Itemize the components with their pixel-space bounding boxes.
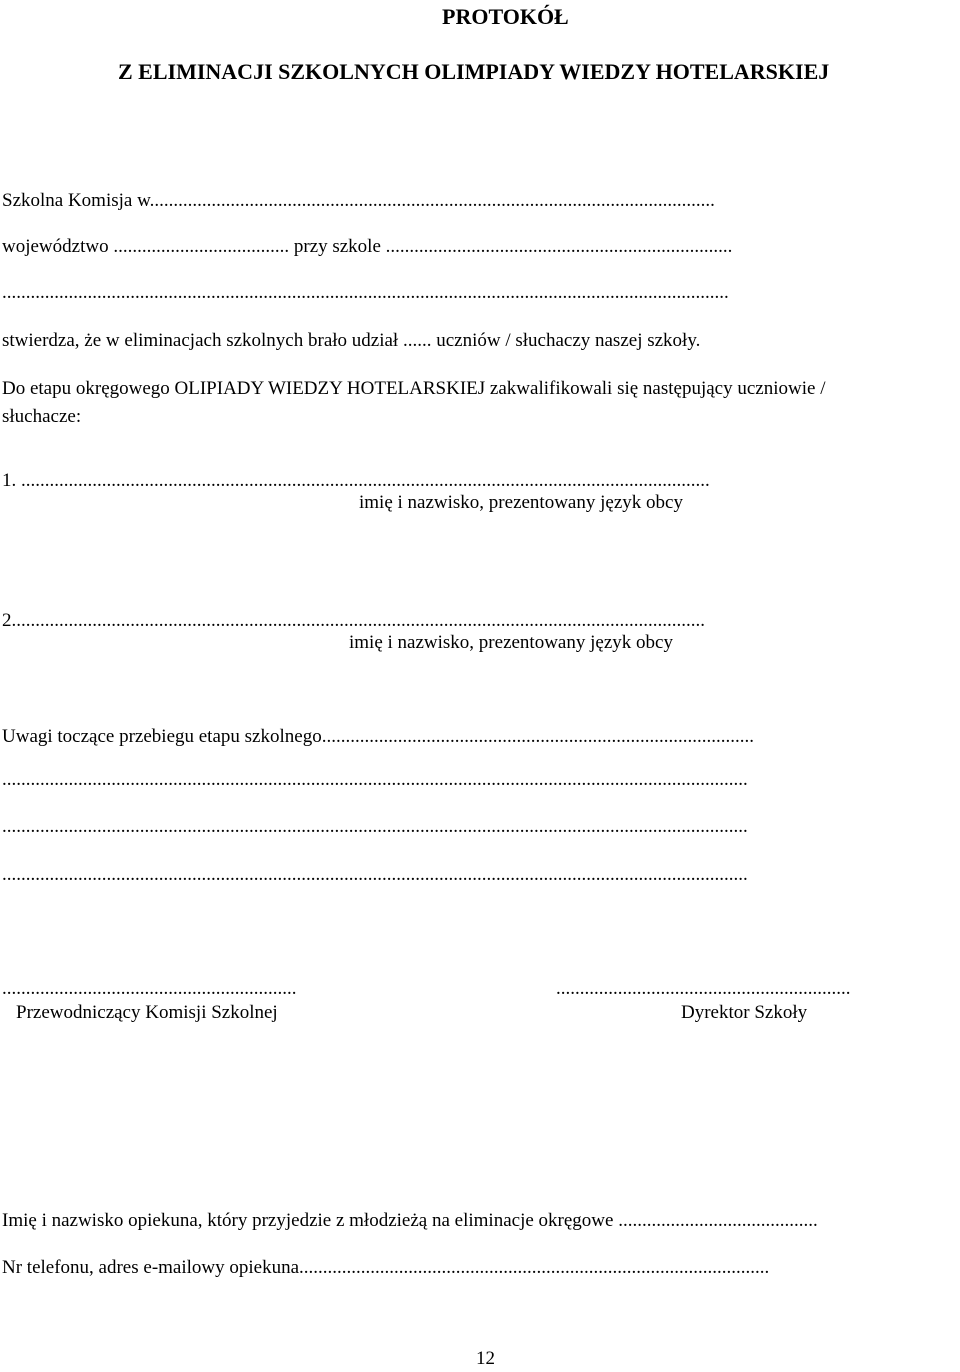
page-number: 12	[476, 1348, 495, 1369]
remarks-blank-line: .............................................................................................................................................................	[2, 816, 748, 837]
signature-left-label: Przewodniczący Komisji Szkolnej	[16, 1002, 278, 1023]
remarks-line: Uwagi toczące przebiegu etapu szkolnego...........................................................................................	[2, 726, 754, 747]
entry-2-line: 2..................................................................................................................................................	[2, 610, 705, 631]
entry-2-caption: imię i nazwisko, prezentowany język obcy	[349, 632, 673, 653]
guardian-name-line: Imię i nazwisko opiekuna, który przyjedzie z młodzieżą na eliminacje okręgowe ..........................................	[2, 1210, 818, 1231]
commission-line: Szkolna Komisja w.......................................................................................................................	[2, 190, 715, 211]
entry-1-line: 1. .................................................................................................................................................	[2, 470, 710, 491]
participants-line: stwierdza, że w eliminacjach szkolnych brało udział ...... uczniów / słuchaczy naszej szkoły.	[2, 330, 701, 351]
voivodeship-line: województwo ..................................... przy szkole .........................................................................	[2, 236, 733, 257]
document-title: PROTOKÓŁ	[442, 4, 569, 29]
blank-line: .........................................................................................................................................................	[2, 282, 729, 303]
remarks-blank-line: .............................................................................................................................................................	[2, 864, 748, 885]
remarks-blank-line: .............................................................................................................................................................	[2, 769, 748, 790]
signature-right-dots: ..............................................................	[556, 978, 851, 999]
signature-left-dots: ..............................................................	[2, 978, 297, 999]
document-subtitle: Z ELIMINACJI SZKOLNYCH OLIMPIADY WIEDZY HOTELARSKIEJ	[118, 59, 830, 84]
signature-right-label: Dyrektor Szkoły	[681, 1002, 808, 1023]
guardian-contact-line: Nr telefonu, adres e-mailowy opiekuna...................................................................................................	[2, 1257, 770, 1278]
qualified-line-1: Do etapu okręgowego OLIPIADY WIEDZY HOTELARSKIEJ zakwalifikowali się następujący uczniowie /	[2, 378, 826, 399]
entry-1-caption: imię i nazwisko, prezentowany język obcy	[359, 492, 683, 513]
qualified-line-2: słuchacze:	[2, 406, 82, 427]
